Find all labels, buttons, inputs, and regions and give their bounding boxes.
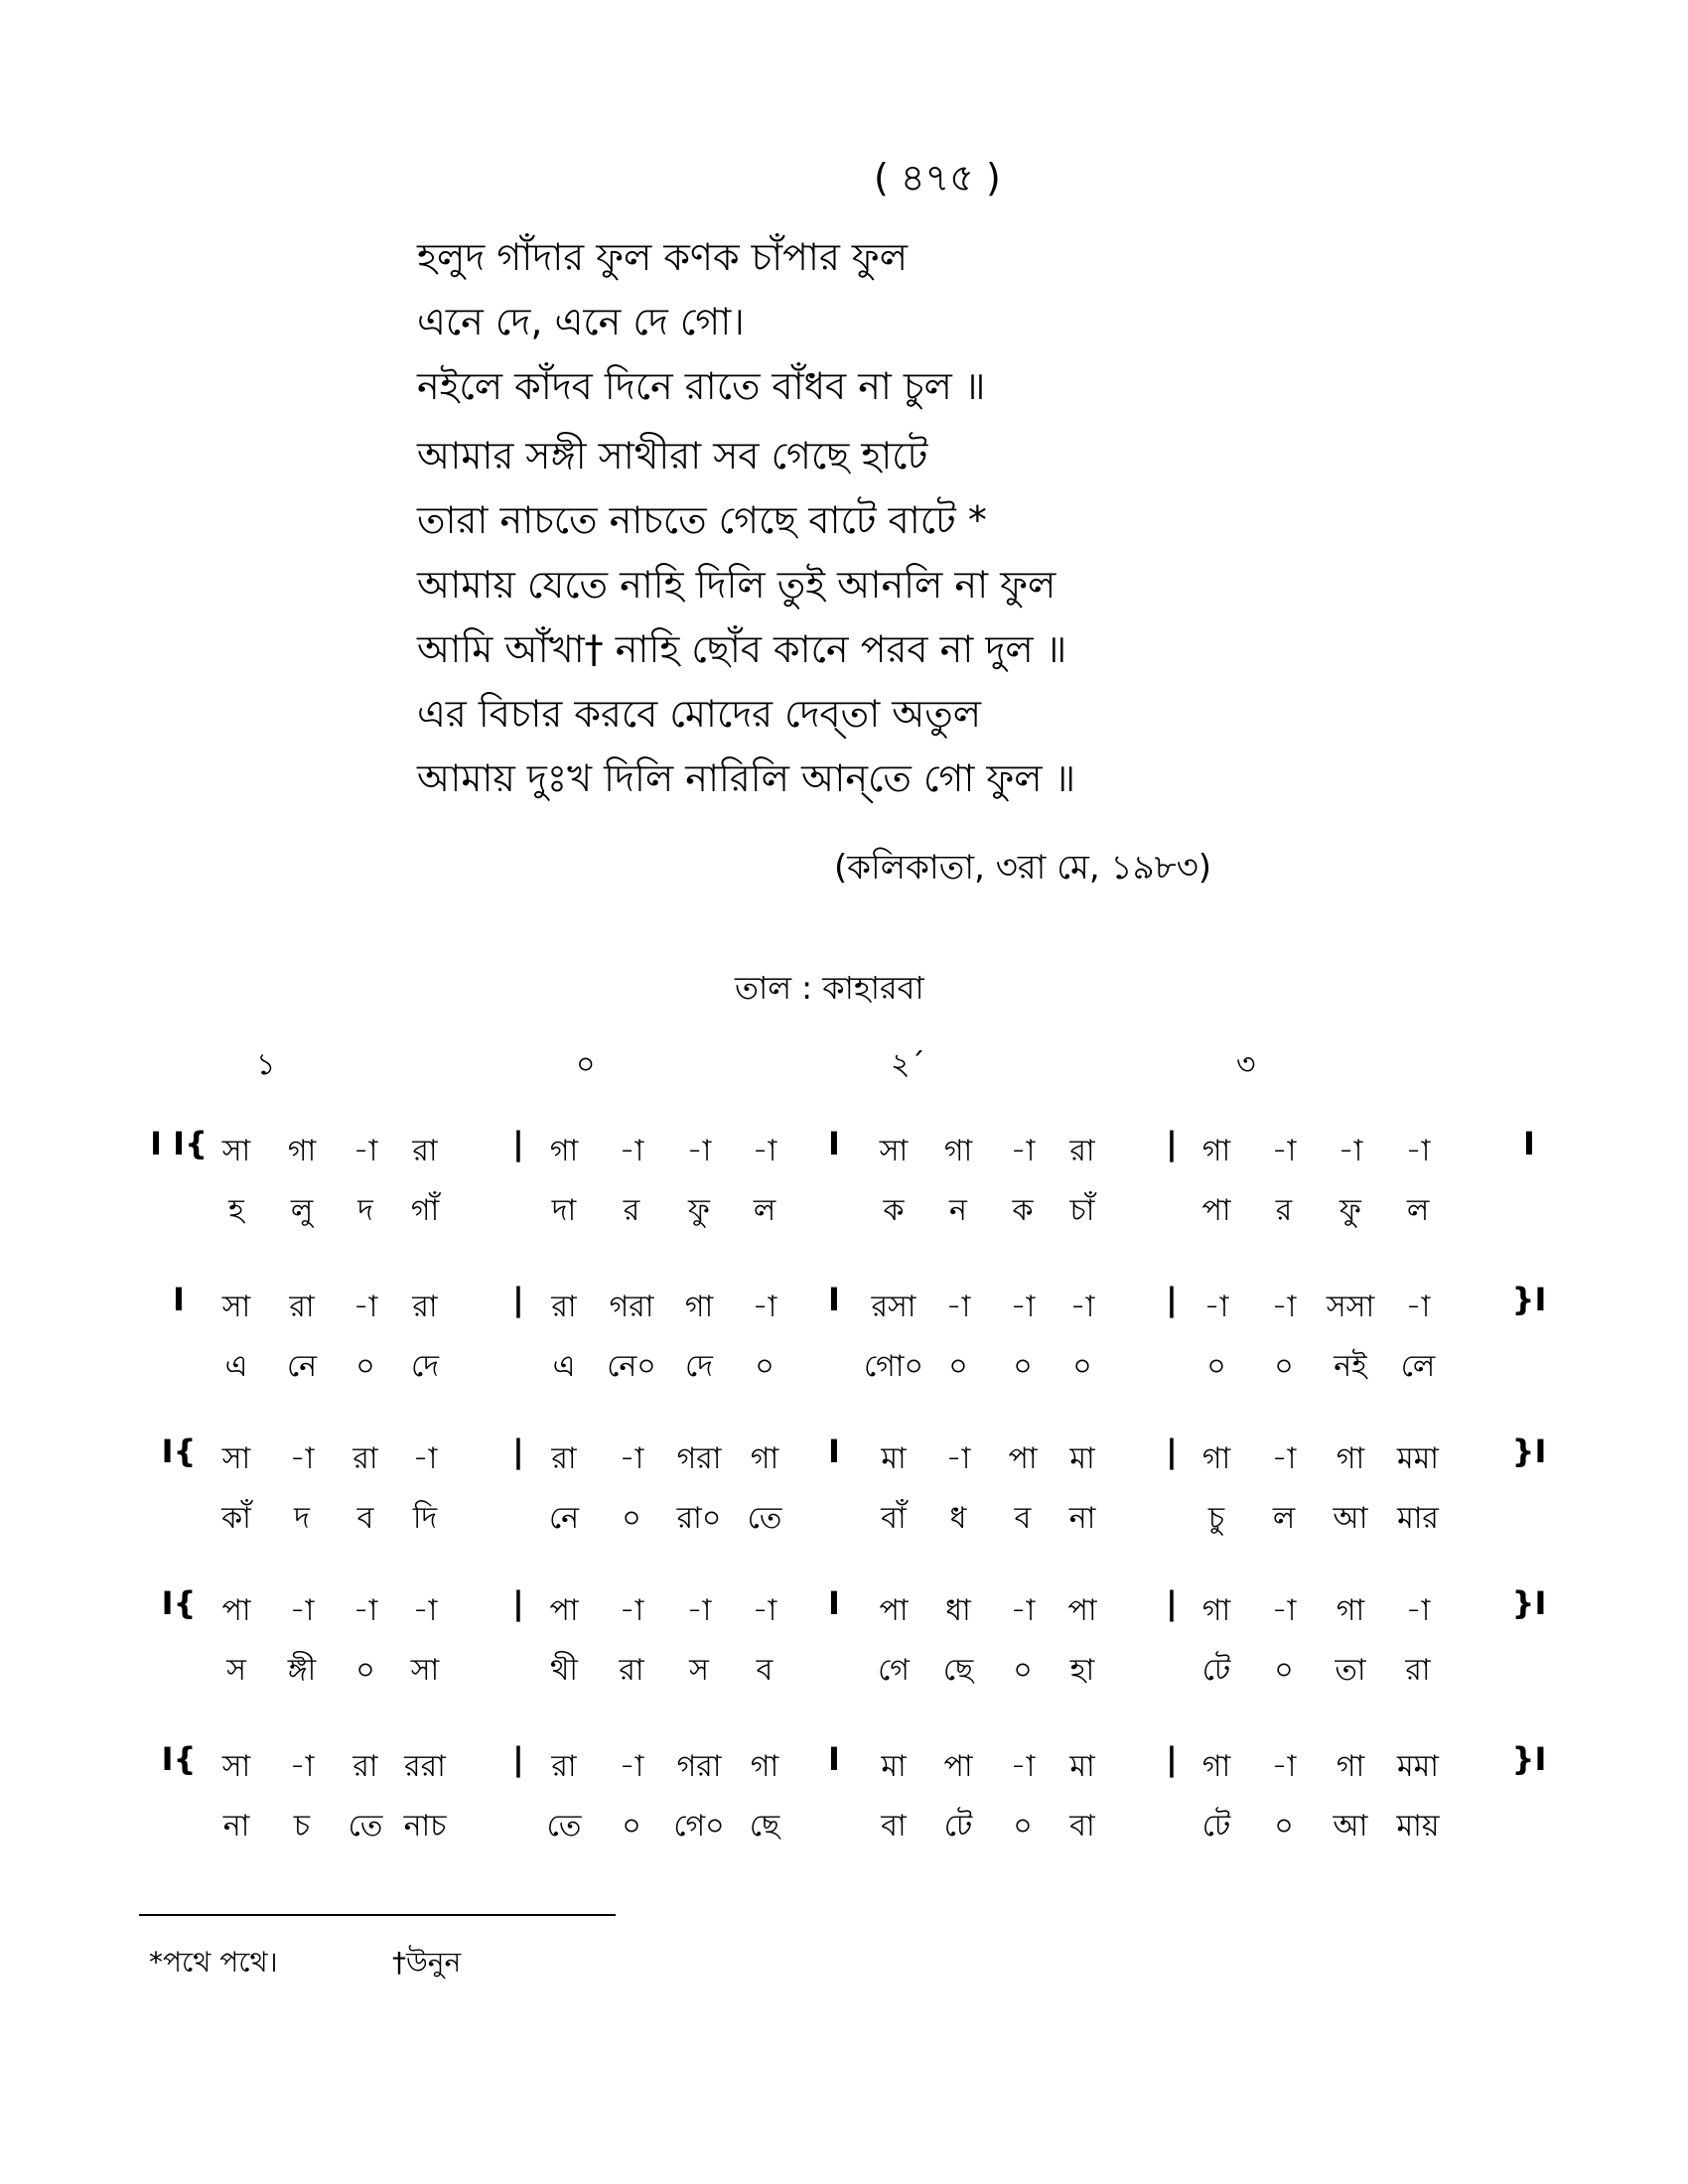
- lyric-syllable: ক: [883, 1193, 905, 1228]
- lyric-syllable: এ: [552, 1349, 576, 1384]
- swara-note: -া: [1010, 1749, 1036, 1784]
- lyric-syllable: ল: [753, 1193, 776, 1228]
- lyric-syllable: দা: [551, 1193, 577, 1228]
- bar-line: |: [512, 1584, 524, 1622]
- lyric-syllable: ০: [1274, 1349, 1294, 1384]
- lyric-syllable: গো০: [863, 1349, 924, 1384]
- lyric-syllable: স: [226, 1653, 246, 1688]
- bar-line: |: [1166, 1433, 1178, 1470]
- lyric-syllable: ০: [1274, 1653, 1294, 1688]
- swara-note: মা: [881, 1749, 907, 1784]
- lyric-syllable: স: [689, 1653, 709, 1688]
- footnote: †উনুন: [392, 1946, 462, 1979]
- bar-line: I: [828, 1125, 840, 1162]
- swara-note: -া: [1405, 1134, 1431, 1168]
- swara-note: মা: [1069, 1441, 1095, 1476]
- verse-line: এনে দে, এনে দে গো।: [417, 300, 745, 343]
- lyric-syllable: নই: [1334, 1349, 1367, 1384]
- swara-note: গরা: [609, 1290, 654, 1324]
- lyric-syllable: চু: [1207, 1501, 1225, 1536]
- page-number: ( ৪৭৫ ): [874, 156, 1001, 200]
- footnote-divider: [139, 1914, 616, 1916]
- lyric-syllable: ০: [1013, 1349, 1033, 1384]
- swara-note: -া: [352, 1290, 378, 1324]
- verse-line: আমার সঙ্গী সাথীরা সব গেছে হাটে: [417, 434, 928, 478]
- lyric-syllable: থী: [549, 1653, 579, 1688]
- lyric-syllable: আ: [1333, 1809, 1368, 1843]
- swara-note: মা: [1069, 1749, 1095, 1784]
- lyric-syllable: ০: [1013, 1809, 1033, 1843]
- beat-marker: ১: [256, 1047, 276, 1082]
- swara-note: গা: [1336, 1749, 1365, 1784]
- swara-note: -া: [619, 1134, 644, 1168]
- swara-note: -া: [619, 1441, 644, 1476]
- bar-line: }I: [1511, 1740, 1547, 1778]
- lyric-syllable: ক: [1012, 1193, 1034, 1228]
- swara-note: সা: [879, 1134, 909, 1168]
- swara-note: গা: [1201, 1441, 1231, 1476]
- lyric-syllable: দ: [294, 1501, 310, 1536]
- bar-line: |: [512, 1125, 524, 1162]
- lyric-syllable: তে: [747, 1501, 782, 1536]
- swara-note: গা: [287, 1134, 317, 1168]
- swara-note: সা: [221, 1290, 251, 1324]
- swara-note: -া: [352, 1134, 378, 1168]
- date-line: (কলিকাতা, ৩রা মে, ১৯৮৩): [834, 848, 1212, 887]
- bar-line: }I: [1511, 1584, 1547, 1622]
- lyric-syllable: ব: [1014, 1501, 1032, 1536]
- swara-note: গা: [549, 1134, 579, 1168]
- bar-line: I I{: [150, 1125, 208, 1162]
- lyric-syllable: ০: [622, 1809, 641, 1843]
- lyric-syllable: ব: [356, 1501, 374, 1536]
- swara-note: গা: [750, 1749, 779, 1784]
- lyric-syllable: ছে: [942, 1653, 974, 1688]
- bar-line: |: [1166, 1584, 1178, 1622]
- swara-note: -া: [752, 1290, 777, 1324]
- lyric-syllable: পা: [1201, 1193, 1231, 1228]
- lyric-syllable: রা: [619, 1653, 644, 1688]
- lyric-syllable: ০: [1072, 1349, 1092, 1384]
- lyric-syllable: ন: [949, 1193, 967, 1228]
- swara-note: -া: [945, 1441, 971, 1476]
- beat-marker: ৩: [1236, 1047, 1256, 1082]
- swara-note: গা: [1201, 1593, 1231, 1628]
- verse-line: তারা নাচতে নাচতে গেছে বাটে বাটে *: [417, 498, 987, 542]
- verse-line: এর বিচার করবে মোদের দেব্‌তা অতুল: [417, 692, 982, 736]
- swara-note: রা: [412, 1134, 438, 1168]
- lyric-syllable: দ: [357, 1193, 373, 1228]
- lyric-syllable: দে: [411, 1349, 439, 1384]
- swara-note: -া: [1271, 1134, 1297, 1168]
- bar-line: |: [512, 1281, 524, 1318]
- beat-marker: ০: [576, 1047, 596, 1082]
- lyric-syllable: কাঁ: [221, 1501, 251, 1536]
- lyric-syllable: ফু: [1339, 1193, 1361, 1228]
- swara-note: -া: [1271, 1441, 1297, 1476]
- swara-note: মমা: [1396, 1441, 1440, 1476]
- lyric-syllable: চাঁ: [1069, 1193, 1095, 1228]
- lyric-syllable: সা: [410, 1653, 440, 1688]
- swara-note: পা: [549, 1593, 579, 1628]
- swara-note: -া: [619, 1749, 644, 1784]
- lyric-syllable: টে: [1201, 1653, 1231, 1688]
- lyric-syllable: নাচ: [403, 1809, 447, 1843]
- lyric-syllable: নে: [548, 1501, 580, 1536]
- swara-note: রা: [412, 1290, 438, 1324]
- lyric-syllable: ব: [756, 1653, 774, 1688]
- swara-note: ধা: [945, 1593, 971, 1628]
- swara-note: মা: [881, 1441, 907, 1476]
- verse-line: আমায় যেতে নাহি দিলি তুই আনলি না ফুল: [417, 563, 1056, 607]
- swara-note: -া: [1405, 1593, 1431, 1628]
- swara-note: -া: [686, 1134, 712, 1168]
- bar-line: I{: [161, 1584, 197, 1622]
- swara-note: -া: [412, 1593, 438, 1628]
- swara-note: রা: [551, 1290, 577, 1324]
- lyric-syllable: ০: [622, 1501, 641, 1536]
- lyric-syllable: দে: [685, 1349, 713, 1384]
- bar-line: I: [828, 1281, 840, 1318]
- swara-note: -া: [752, 1134, 777, 1168]
- swara-note: সা: [221, 1749, 251, 1784]
- lyric-syllable: লে: [1400, 1349, 1436, 1384]
- swara-note: সা: [221, 1134, 251, 1168]
- lyric-syllable: ঙ্গী: [287, 1653, 317, 1688]
- beat-marker: ২´: [891, 1047, 925, 1082]
- lyric-syllable: মার: [1397, 1501, 1439, 1536]
- lyric-syllable: বা: [881, 1809, 907, 1843]
- bar-line: I: [1523, 1125, 1535, 1162]
- lyric-syllable: তা: [1335, 1653, 1366, 1688]
- swara-note: -া: [352, 1593, 378, 1628]
- swara-note: গা: [1201, 1749, 1231, 1784]
- swara-note: গা: [1201, 1134, 1231, 1168]
- lyric-syllable: নে০: [607, 1349, 656, 1384]
- bar-line: |: [1166, 1125, 1178, 1162]
- lyric-syllable: হা: [1069, 1653, 1095, 1688]
- swara-note: -া: [1203, 1290, 1229, 1324]
- swara-note: রা: [1069, 1134, 1095, 1168]
- swara-note: -া: [1010, 1134, 1036, 1168]
- swara-note: পা: [1067, 1593, 1097, 1628]
- swara-note: -া: [289, 1593, 315, 1628]
- swara-note: সসা: [1326, 1290, 1375, 1324]
- lyric-syllable: ল: [1272, 1501, 1296, 1536]
- swara-note: -া: [1069, 1290, 1095, 1324]
- swara-note: রা: [289, 1290, 315, 1324]
- swara-note: -া: [1337, 1134, 1363, 1168]
- swara-note: গা: [684, 1290, 714, 1324]
- lyric-syllable: হ: [228, 1193, 244, 1228]
- swara-note: রসা: [871, 1290, 916, 1324]
- bar-line: |: [1166, 1740, 1178, 1778]
- lyric-syllable: তে: [546, 1809, 582, 1843]
- swara-note: গরা: [676, 1441, 722, 1476]
- lyric-syllable: ০: [1206, 1349, 1226, 1384]
- swara-note: গা: [1336, 1441, 1365, 1476]
- lyric-syllable: আ: [1333, 1501, 1368, 1536]
- footnote: *পথে পথে।: [149, 1946, 278, 1979]
- swara-note: রা: [352, 1749, 378, 1784]
- swara-note: -া: [619, 1593, 644, 1628]
- lyric-syllable: র: [1275, 1193, 1293, 1228]
- swara-note: -া: [1271, 1749, 1297, 1784]
- verse-line: আমায় দুঃখ দিলি নারিলি আন্‌তে গো ফুল ॥: [417, 756, 1076, 800]
- lyric-syllable: র: [623, 1193, 640, 1228]
- bar-line: |: [512, 1740, 524, 1778]
- lyric-syllable: লু: [290, 1193, 314, 1228]
- lyric-syllable: গে০: [673, 1809, 725, 1843]
- swara-note: পা: [879, 1593, 909, 1628]
- swara-note: -া: [945, 1290, 971, 1324]
- bar-line: I{: [161, 1740, 197, 1778]
- swara-note: -া: [752, 1593, 777, 1628]
- bar-line: I: [828, 1433, 840, 1470]
- swara-note: রা: [352, 1441, 378, 1476]
- swara-note: -া: [412, 1441, 438, 1476]
- taal-line: তাল : কাহারবা: [735, 969, 924, 1007]
- swara-note: -া: [289, 1749, 315, 1784]
- swara-note: -া: [289, 1441, 315, 1476]
- lyric-syllable: টে: [943, 1809, 973, 1843]
- swara-note: গা: [943, 1134, 973, 1168]
- lyric-syllable: বা: [1069, 1809, 1095, 1843]
- lyric-syllable: ০: [948, 1349, 968, 1384]
- lyric-syllable: চ: [293, 1809, 311, 1843]
- bar-line: I: [828, 1740, 840, 1778]
- swara-note: গা: [750, 1441, 779, 1476]
- swara-note: -া: [1010, 1593, 1036, 1628]
- bar-line: }I: [1511, 1433, 1547, 1470]
- lyric-syllable: বাঁ: [881, 1501, 907, 1536]
- lyric-syllable: এ: [224, 1349, 248, 1384]
- verse-line: হলুদ গাঁদার ফুল কণক চাঁপার ফুল: [417, 235, 909, 279]
- bar-line: I{: [161, 1433, 197, 1470]
- swara-note: মমা: [1396, 1749, 1440, 1784]
- lyric-syllable: গে: [878, 1653, 910, 1688]
- swara-note: ররা: [404, 1749, 446, 1784]
- swara-note: গরা: [676, 1749, 722, 1784]
- lyric-syllable: রা০: [676, 1501, 722, 1536]
- swara-note: রা: [551, 1749, 577, 1784]
- lyric-syllable: ০: [755, 1349, 774, 1384]
- lyric-syllable: দি: [412, 1501, 438, 1536]
- bar-line: I: [173, 1281, 185, 1318]
- swara-note: -া: [686, 1593, 712, 1628]
- bar-line: I: [828, 1584, 840, 1622]
- lyric-syllable: ০: [1013, 1653, 1033, 1688]
- lyric-syllable: ০: [355, 1349, 375, 1384]
- swara-note: রা: [551, 1441, 577, 1476]
- lyric-syllable: টে: [1201, 1809, 1231, 1843]
- verse-line: নইলে কাঁদব দিনে রাতে বাঁধব না চুল ॥: [417, 364, 986, 408]
- bar-line: }I: [1511, 1281, 1547, 1318]
- lyric-syllable: ফু: [688, 1193, 710, 1228]
- lyric-syllable: ল: [1406, 1193, 1430, 1228]
- lyric-syllable: মায়: [1396, 1809, 1440, 1843]
- lyric-syllable: না: [1068, 1501, 1096, 1536]
- swara-note: -া: [1405, 1290, 1431, 1324]
- lyric-syllable: নে: [286, 1349, 318, 1384]
- lyric-syllable: ছে: [749, 1809, 780, 1843]
- swara-note: পা: [221, 1593, 251, 1628]
- verse-line: আমি আঁখা† নাহি ছোঁব কানে পরব না দুল ॥: [417, 627, 1067, 671]
- lyric-syllable: রা: [1405, 1653, 1431, 1688]
- swara-note: গা: [1336, 1593, 1365, 1628]
- bar-line: |: [512, 1433, 524, 1470]
- lyric-syllable: তে: [348, 1809, 383, 1843]
- swara-note: পা: [943, 1749, 973, 1784]
- swara-note: -া: [1271, 1290, 1297, 1324]
- bar-line: |: [1166, 1281, 1178, 1318]
- lyric-syllable: ০: [1274, 1809, 1294, 1843]
- lyric-syllable: না: [222, 1809, 250, 1843]
- swara-note: -া: [1271, 1593, 1297, 1628]
- lyric-syllable: ০: [355, 1653, 375, 1688]
- swara-note: -া: [1010, 1290, 1036, 1324]
- swara-note: সা: [221, 1441, 251, 1476]
- lyric-syllable: ধ: [949, 1501, 967, 1536]
- swara-note: পা: [1008, 1441, 1038, 1476]
- lyric-syllable: গাঁ: [410, 1193, 440, 1228]
